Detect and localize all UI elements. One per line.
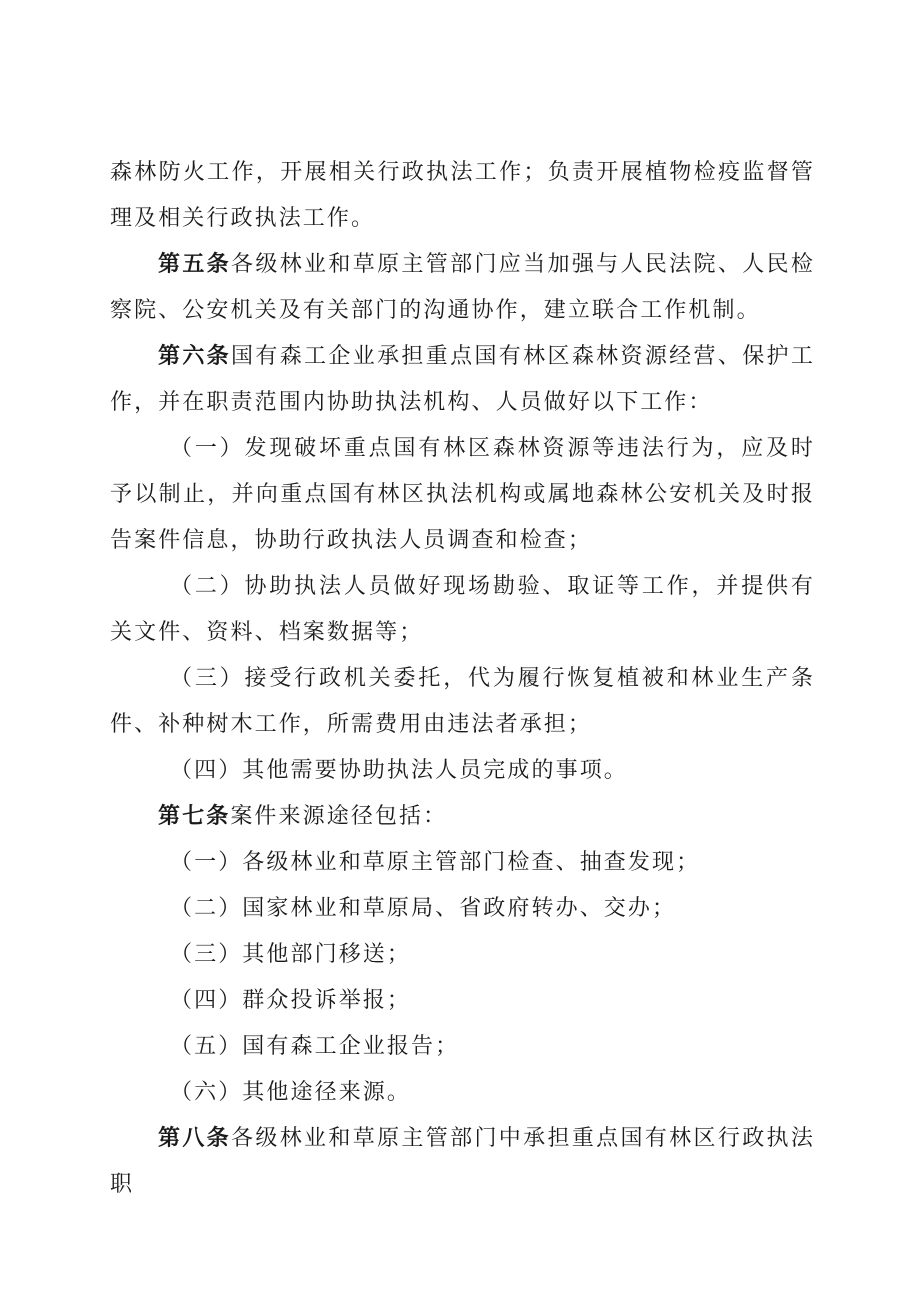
article-6-item-1: （一）发现破坏重点国有林区森林资源等违法行为，应及时予以制止，并向重点国有林区执法机构或属地森林公安机关及时报告案件信息，协助行政执法人员调查和检查； bbox=[110, 436, 815, 553]
article-7-text: 案件来源途径包括： bbox=[230, 804, 448, 829]
article-8-text: 各级林业和草原主管部门中承担重点国有林区行政执法职 bbox=[110, 1126, 815, 1197]
article-6-item-4: （四）其他需要协助执法人员完成的事项。 bbox=[170, 758, 628, 783]
article-6-label: 第六条 bbox=[158, 344, 232, 369]
article-7-item-6: （六）其他途径来源。 bbox=[170, 1080, 412, 1105]
article-8 bbox=[110, 1116, 815, 1208]
article-7-item-3: （三）其他部门移送； bbox=[170, 942, 412, 967]
article-6-item-2: （二）协助执法人员做好现场勘验、取证等工作，并提供有关文件、资料、档案数据等； bbox=[110, 574, 815, 645]
article-7-item-2: （二）国家林业和草原局、省政府转办、交办； bbox=[170, 896, 677, 921]
article-5-label: 第五条 bbox=[158, 252, 232, 277]
article-6-item-3: （三）接受行政机关委托，代为履行恢复植被和林业生产条件、补种树木工作，所需费用由违法者承担； bbox=[110, 666, 815, 737]
paragraph-continued: 森林防火工作，开展相关行政执法工作；负责开展植物检疫监督管理及相关行政执法工作。 bbox=[110, 160, 815, 231]
article-7-item-4: （四）群众投诉举报； bbox=[170, 988, 412, 1013]
article-7-item-1: （一）各级林业和草原主管部门检查、抽查发现； bbox=[170, 850, 701, 875]
article-6 bbox=[110, 334, 815, 426]
article-7-label: 第七条 bbox=[158, 804, 231, 829]
article-5 bbox=[110, 242, 815, 334]
document-page bbox=[110, 150, 815, 1208]
article-6-text: 国有森工企业承担重点国有林区森林资源经营、保护工作，并在职责范围内协助执法机构、人员做好以下工作： bbox=[110, 344, 815, 415]
article-7-item-5: （五）国有森工企业报告； bbox=[170, 1034, 460, 1059]
article-5-text: 各级林业和草原主管部门应当加强与人民法院、人民检察院、公安机关及有关部门的沟通协作，建立联合工作机制。 bbox=[110, 252, 815, 323]
article-7 bbox=[110, 794, 815, 840]
article-8-label: 第八条 bbox=[158, 1126, 232, 1151]
